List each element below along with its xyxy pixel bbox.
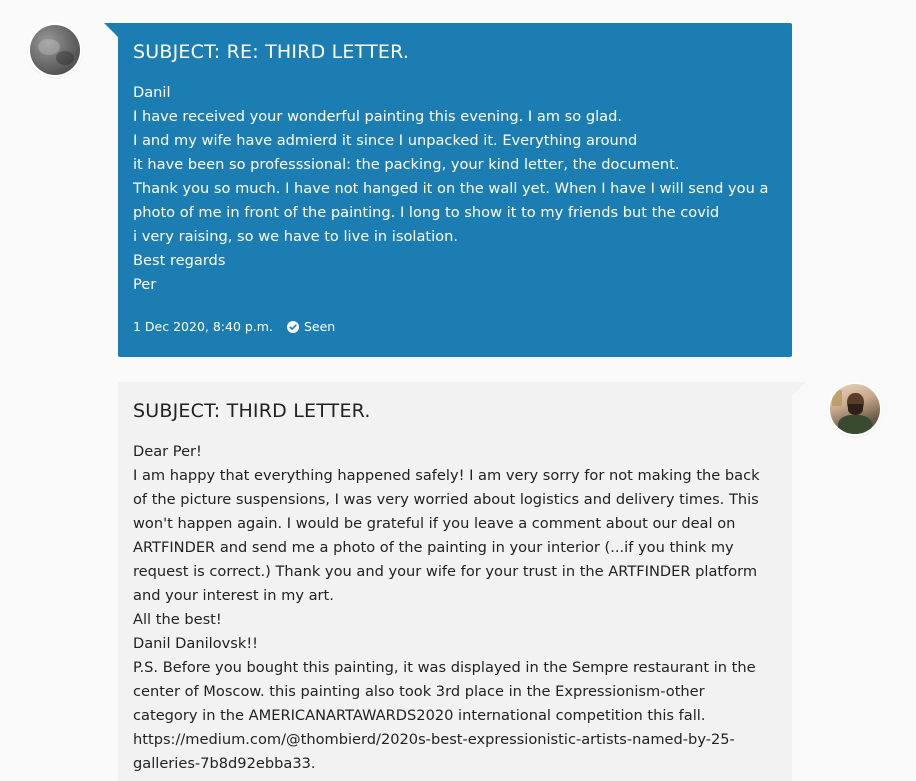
check-circle-icon [287, 321, 299, 333]
message-line: Best regards [133, 252, 226, 269]
message-line: request is correct.) Thank you and your wife for your trust in the ARTFINDER platform [133, 563, 758, 580]
message-line: I am happy that everything happened safely! I am very sorry for not making the back [133, 467, 760, 484]
message-line: and your interest in my art. [133, 587, 334, 604]
message-line: All the best! [133, 611, 222, 628]
avatar-background-painting [832, 390, 842, 406]
message-meta [133, 319, 335, 334]
sender-avatar[interactable] [30, 25, 80, 75]
seen-status: Seen [303, 319, 336, 334]
message-line: Danil [133, 84, 171, 101]
message-link[interactable]: https://medium.com/@thombierd/2020s-best-expressionistic-artists-named-by-25- [133, 731, 735, 748]
message-body [133, 440, 777, 776]
message-line: Dear Per! [133, 443, 202, 460]
avatar-texture [38, 39, 60, 55]
message-timestamp: 1 Dec 2020, 8:40 p.m. [133, 319, 273, 334]
message-subject: SUBJECT: RE: THIRD LETTER. [133, 41, 410, 63]
message-subject: SUBJECT: THIRD LETTER. [133, 400, 371, 422]
message-line: center of Moscow. this painting also took 3rd place in the Expressionism-other [133, 683, 705, 700]
message-line: photo of me in front of the painting. I long to show it to my friends but the covid [133, 204, 720, 221]
message-line: of the picture suspensions, I was very worried about logistics and delivery times. This [133, 491, 759, 508]
message-line: Thank you so much. I have not hanged it on the wall yet. When I have I will send you a [133, 180, 769, 197]
message-line: I have received your wonderful painting this evening. I am so glad. [133, 108, 622, 125]
avatar-texture [56, 51, 74, 65]
message-line: Per [133, 276, 157, 293]
recipient-avatar[interactable] [830, 384, 880, 434]
message-body [133, 81, 777, 297]
message-line: i very raising, so we have to live in isolation. [133, 228, 458, 245]
sent-message-bubble [118, 23, 792, 357]
message-line: Danil Danilovsk!! [133, 635, 259, 652]
avatar-figure-body [838, 415, 872, 434]
message-line: it have been so professsional: the packing, your kind letter, the document. [133, 156, 680, 173]
message-line: ARTFINDER and send me a photo of the painting in your interior (...if you think my [133, 539, 734, 556]
message-link[interactable]: galleries-7b8d92ebba33. [133, 755, 316, 772]
message-line: category in the AMERICANARTAWARDS2020 international competition this fall. [133, 707, 706, 724]
message-line: won't happen again. I would be grateful if you leave a comment about our deal on [133, 515, 736, 532]
avatar-figure-beard [848, 404, 863, 415]
message-line: P.S. Before you bought this painting, it was displayed in the Sempre restaurant in the [133, 659, 756, 676]
message-line: I and my wife have admierd it since I unpacked it. Everything around [133, 132, 638, 149]
received-message-bubble [118, 382, 792, 781]
